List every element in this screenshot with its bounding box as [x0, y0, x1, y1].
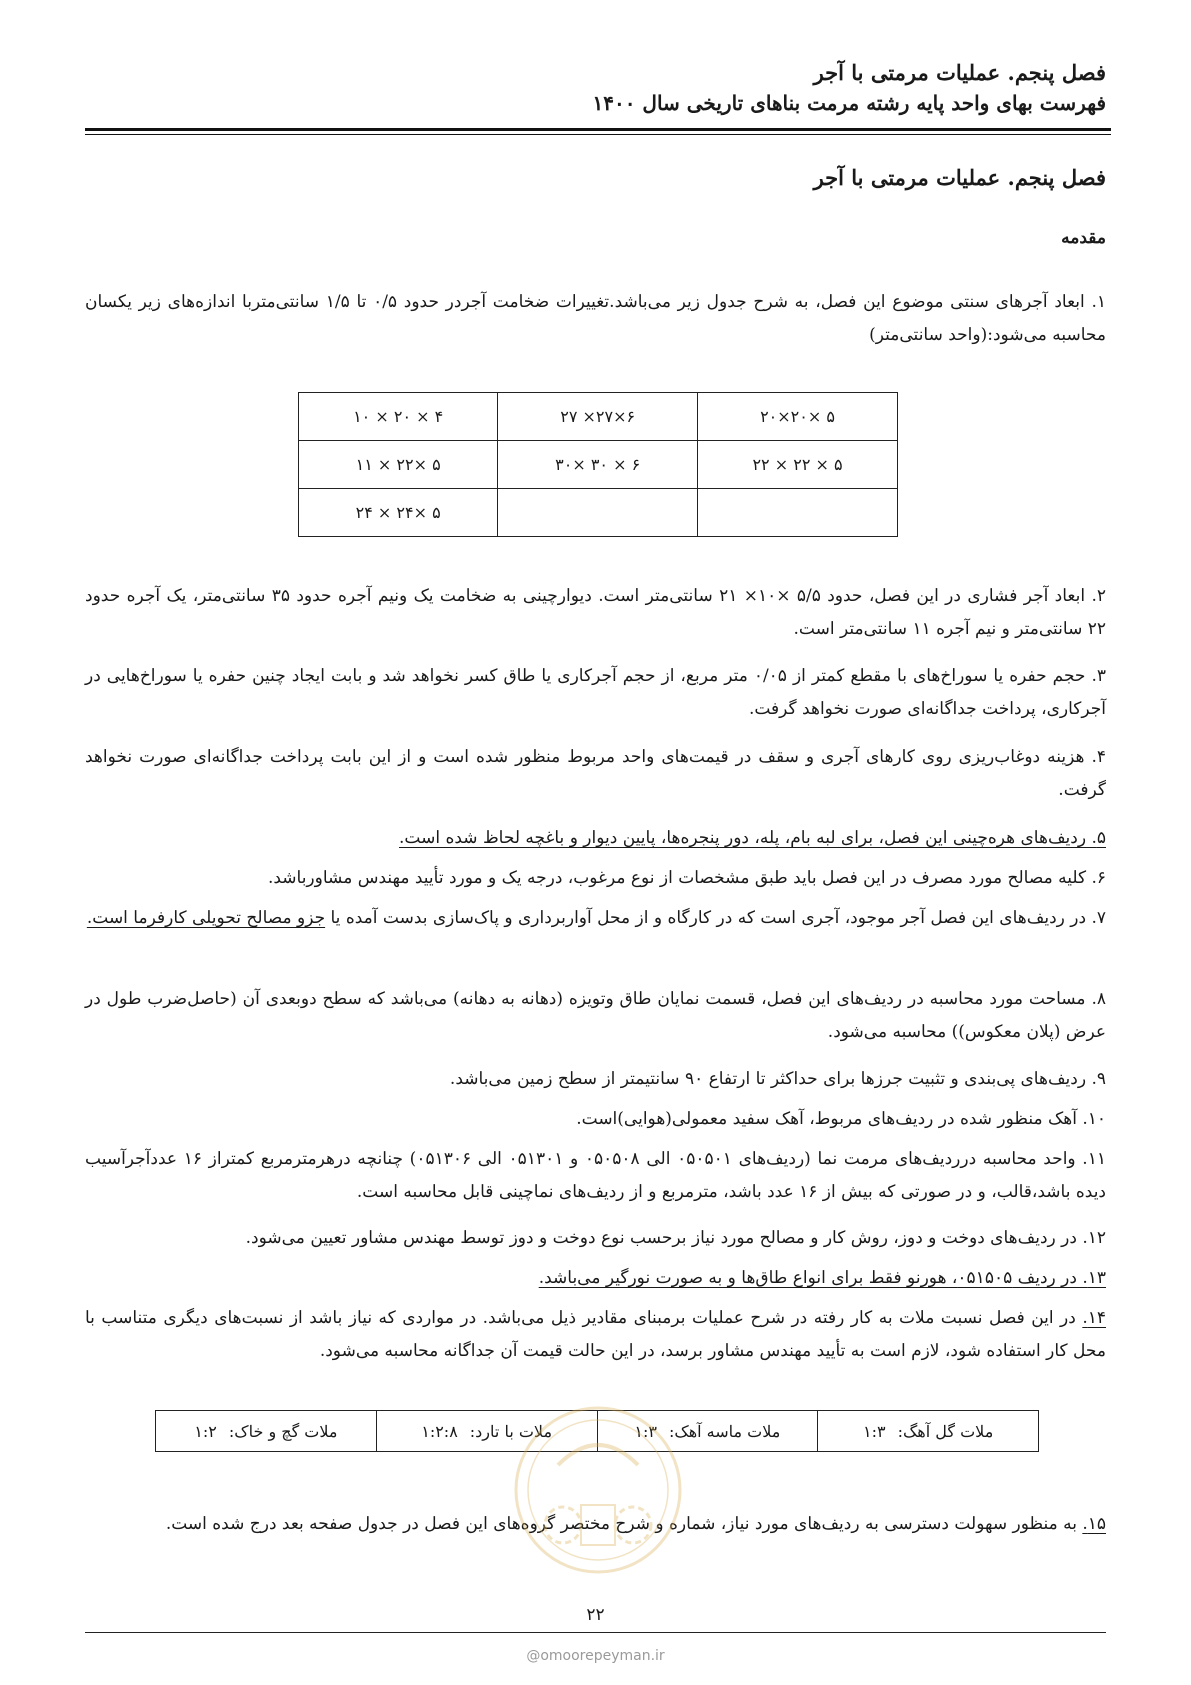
running-header — [85, 58, 1106, 118]
paragraph-2: ۲. ابعاد آجر فشاری در این فصل، حدود ۵/۵ ×۱۰× ۲۱ سانتی‌متر است. دیوارچینی به ضخامت یک ونیم آجره حدود ۳۵ سانتی‌متر، یک آجره حدود ۲۲ سانتی‌متر و نیم آجره ۱۱ سانتی‌متر است. — [85, 586, 1106, 639]
page-title: فصل پنجم. عملیات مرمتی با آجر — [813, 165, 1106, 190]
mortar-label: ملات ماسه آهک: — [668, 1421, 781, 1441]
table-cell: ۴ × ۲۰ × ۱۰ — [299, 393, 498, 441]
footer-rule — [85, 1632, 1106, 1633]
mortar-value: ۱:۳ — [863, 1421, 886, 1441]
table-cell: ۵ ×۲۴ × ۲۴ — [299, 489, 498, 537]
table-row — [299, 489, 898, 537]
table-cell: ۶×۲۷× ۲۷ — [498, 393, 698, 441]
mortar-ratio-table — [155, 1410, 1039, 1452]
paragraph-13 — [85, 1262, 1106, 1295]
table-cell: ۶ × ۳۰ ×۳۰ — [498, 441, 698, 489]
paragraph-1: ۱. ابعاد آجرهای سنتی موضوع این فصل، به شرح جدول زیر می‌باشد.تغییرات ضخامت آجردر حدود ۰/۵ تا ۱/۵ سانتی‌متربا اندازه‌های زیر یکسان محاسبه می‌شود:(واحد سانتی‌متر) — [85, 292, 1106, 345]
paragraph-5 — [85, 822, 1106, 855]
mortar-label: ملات با تارد: — [469, 1421, 553, 1441]
paragraph-15-number: ۱۵. — [1082, 1514, 1106, 1534]
paragraph-11: ۱۱. واحد محاسبه درردیف‌های مرمت نما (ردیف‌های ۰۵۰۵۰۱ الی ۰۵۰۵۰۸ و ۰۵۱۳۰۱ الی ۰۵۱۳۰۶) چنانچه درهرمترمربع کمتراز ۱۶ عددآجرآسیب دیده باشد،قالب، و در صورتی که بیش از ۱۶ عدد باشد، مترمربع و از ردیف‌های نماچینی قابل محاسبه است. — [85, 1149, 1106, 1202]
table-cell: ۵ × ۲۲ × ۲۲ — [698, 441, 898, 489]
website-watermark: @omoorepeyman.ir — [526, 1648, 665, 1664]
brick-dimensions-table — [298, 392, 898, 537]
page-number: ۲۲ — [586, 1605, 605, 1625]
paragraph-7-underlined: جزو مصالح تحویلی کارفرما است. — [86, 908, 326, 928]
table-cell: ۵ ×۲۲ × ۱۱ — [299, 441, 498, 489]
mortar-cell — [597, 1411, 818, 1451]
table-row — [299, 393, 898, 441]
intro-heading: مقدمه — [1061, 228, 1106, 248]
mortar-cell — [376, 1411, 597, 1451]
mortar-cell — [817, 1411, 1038, 1451]
table-cell — [498, 489, 698, 537]
mortar-value: ۱:۳ — [634, 1421, 657, 1441]
paragraph-14 — [85, 1302, 1106, 1368]
mortar-cell — [156, 1411, 376, 1451]
table-row — [299, 441, 898, 489]
header-document-title: فهرست بهای واحد پایه رشته مرمت بناهای تاریخی سال ۱۴۰۰ — [592, 91, 1106, 115]
table-cell: ۵ ×۲۰×۲۰ — [698, 393, 898, 441]
paragraph-9: ۹. ردیف‌های پی‌بندی و تثبیت جرزها برای حداکثر تا ارتفاع ۹۰ سانتیمتر از سطح زمین می‌باشد. — [449, 1069, 1106, 1089]
header-chapter-title: فصل پنجم. عملیات مرمتی با آجر — [813, 60, 1106, 85]
paragraph-5-text: ۵. ردیف‌های هره‌چینی این فصل، برای لبه بام، پله، دور پنجره‌ها، پایین دیوار و باغچه لحاظ شده است. — [399, 828, 1106, 848]
mortar-value: ۱:۲:۸ — [421, 1421, 458, 1441]
paragraph-3: ۳. حجم حفره یا سوراخ‌های با مقطع کمتر از ۰/۰۵ متر مربع، از حجم آجرکاری یا طاق کسر نخواهد شد و بابت ایجاد چنین حفره یا سوراخ‌هایی در آجرکاری، پرداخت جداگانه‌ای صورت نخواهد گرفت. — [85, 666, 1106, 719]
paragraph-12: ۱۲. در ردیف‌های دوخت و دوز، روش کار و مصالح مورد نیاز برحسب نوع دوخت و دوز توسط مهندس مشاور تعیین می‌شود. — [245, 1228, 1106, 1248]
paragraph-14-number: ۱۴. — [1082, 1308, 1106, 1328]
paragraph-4: ۴. هزینه دوغاب‌ریزی روی کارهای آجری و سقف در قیمت‌های واحد مربوط منظور شده است و از این بابت پرداخت جداگانه‌ای صورت نخواهد گرفت. — [85, 747, 1106, 800]
paragraph-15 — [85, 1508, 1106, 1541]
paragraph-6: ۶. کلیه مصالح مورد مصرف در این فصل باید طبق مشخصات از نوع مرغوب، درجه یک و مورد تأیید مهندس مشاورباشد. — [267, 868, 1106, 888]
paragraph-14-text: در این فصل نسبت ملات به کار رفته در شرح عملیات برمبنای مقادیر ذیل می‌باشد. در مواردی که نیاز باشد از نسبت‌های دیگری متناسب با محل کار استفاده شود، لازم است به تأیید مهندس مشاور برسد، در این حالت قیمت آن جداگانه محاسبه می‌شود. — [85, 1308, 1106, 1361]
mortar-label: ملات گچ و خاک: — [228, 1421, 338, 1441]
header-rule-thick — [85, 128, 1111, 131]
paragraph-7-text: ۷. در ردیف‌های این فصل آجر موجود، آجری است که در کارگاه و از محل آواربرداری و پاک‌سازی بدست آمده یا — [330, 908, 1106, 928]
paragraph-15-text: به منظور سهولت دسترسی به ردیف‌های مورد نیاز، شماره و شرح مختصر گروه‌های این فصل در جدول صفحه بعد درج شده است. — [165, 1514, 1083, 1534]
mortar-value: ۱:۲ — [194, 1421, 217, 1441]
paragraph-7 — [85, 902, 1106, 935]
header-rule-thin — [85, 134, 1111, 135]
mortar-label: ملات گل آهگ: — [897, 1421, 994, 1441]
paragraph-10: ۱۰. آهک منظور شده در ردیف‌های مربوط، آهک سفید معمولی(هوایی)است. — [576, 1109, 1106, 1129]
table-cell — [698, 489, 898, 537]
paragraph-13-text: ۱۳. در ردیف ۰۵۱۵۰۵، هورنو فقط برای انواع طاق‌ها و به صورت نورگیر می‌باشد. — [538, 1268, 1106, 1288]
paragraph-8: ۸. مساحت مورد محاسبه در ردیف‌های این فصل، قسمت نمایان طاق وتویزه (دهانه به دهانه) می‌باشد که سطح دوبعدی آن (حاصل‌ضرب طول در عرض (پلان معکوس)) محاسبه می‌شود. — [85, 989, 1106, 1042]
